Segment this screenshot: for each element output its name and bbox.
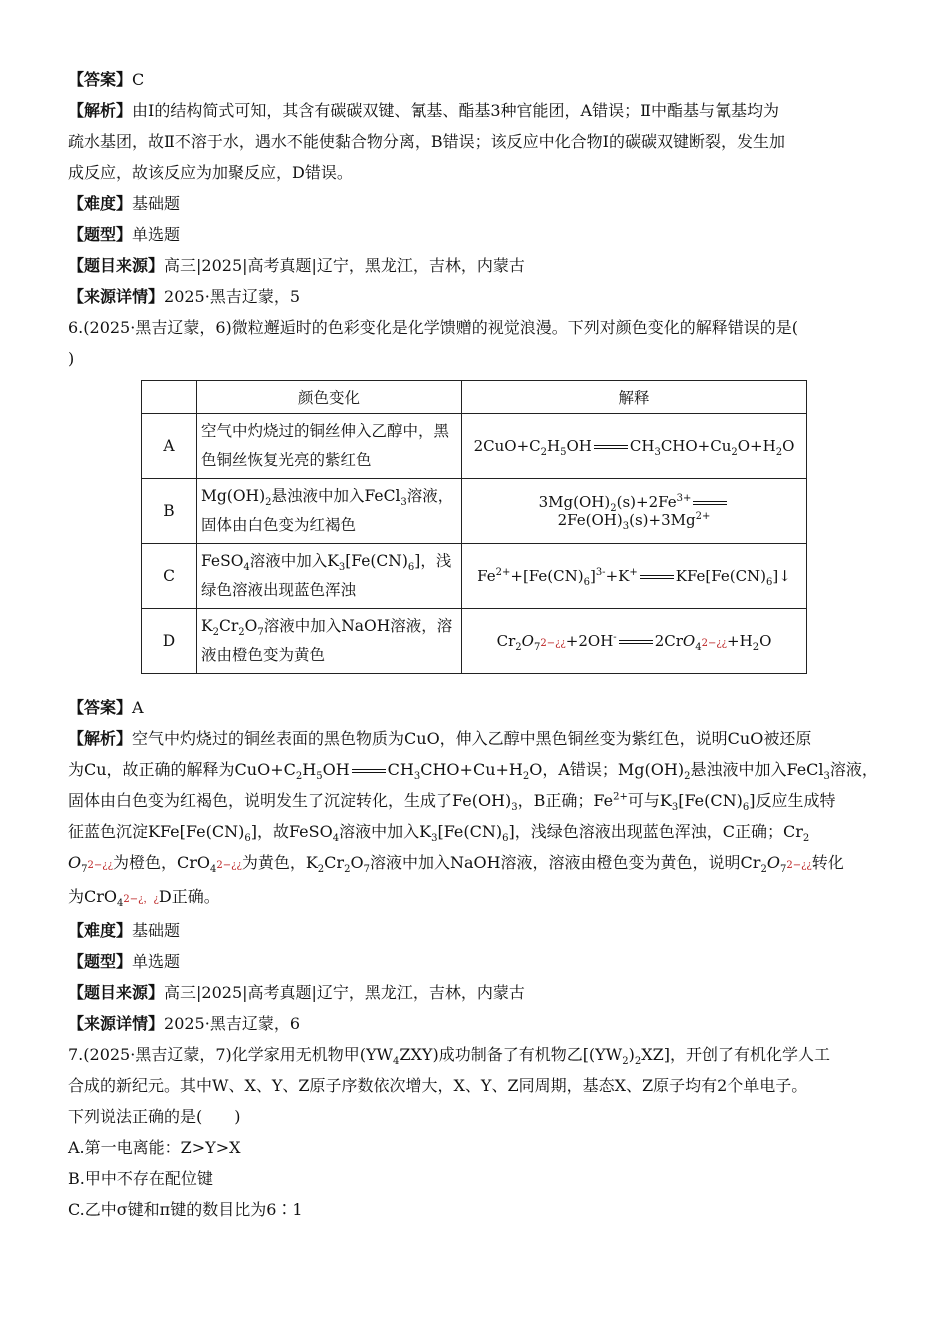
q7-stem-line-2: 合成的新纪元。其中W、X、Y、Z原子序数依次增大，X、Y、Z同周期，基态X、Z原子均有2个单电子。 (68, 1076, 808, 1095)
color-change-text: $K_2Cr_2O_7$溶液中加入NaOH溶液，溶液由橙色变为黄色 (197, 609, 462, 674)
q6-analysis-line-1: 【解析】空气中灼烧过的铜丝表面的黑色物质为CuO，伸入乙醇中黑色铜丝变为紫红色，说明CuO被还原 (68, 729, 812, 748)
table-header-option (142, 381, 197, 414)
table-row (142, 479, 807, 544)
q6-stem-line-1: 6.(2025·黑吉辽蒙，6)微粒邂逅时的色彩变化是化学馈赠的视觉浪漫。下列对颜色变化的解释错误的是( (68, 318, 798, 337)
q6-analysis-line-2: 为Cu，故正确的解释为$CuO+C_2H_5OH$ $CH_3CHO+Cu+H_2O$，A错误；$Mg(OH)_2$悬浊液中加入FeCl$_3$溶液， (68, 760, 878, 783)
q6-source-detail: 【来源详情】2025·黑吉辽蒙，6 (68, 1014, 301, 1033)
table-header-row (142, 381, 807, 414)
option-label: B (142, 479, 197, 544)
color-change-text: FeSO$_4$溶液中加入$K_3[Fe(CN)_6]$，浅绿色溶液出现蓝色浑浊 (197, 544, 462, 609)
q7-stem-line-1: 7.(2025·黑吉辽蒙，7)化学家用无机物甲$(YW_4ZXY)$成功制备了有机物乙$[(YW_2)_2XZ]$，开创了有机化学人工 (68, 1045, 830, 1068)
explanation-equation: $Cr_2O_72-¿¿+2OH^-$ $2CrO_42-¿¿+H_2O$ (462, 609, 807, 674)
q5-difficulty: 【难度】基础题 (68, 194, 181, 213)
option-label: C (142, 544, 197, 609)
q7-option-c: C.乙中σ键和π键的数目比为6∶1 (68, 1200, 303, 1219)
document-page (68, 64, 886, 1225)
q5-source: 【题目来源】高三|2025|高考真题|辽宁，黑龙江，吉林，内蒙古 (68, 256, 525, 275)
table-header-change: 颜色变化 (197, 381, 462, 414)
q5-analysis-line-3: 成反应，故该反应为加聚反应，D错误。 (68, 163, 353, 182)
q6-stem-line-2: ) (68, 349, 75, 368)
q6-type: 【题型】单选题 (68, 952, 181, 971)
q7-option-a: A.第一电离能：Z>Y>X (68, 1138, 241, 1157)
q6-analysis-line-6: 为CrO$_4$2−¿，¿D正确。 (68, 887, 220, 910)
explanation-equation: $Fe^{2+}+[Fe(CN)_6]^{3-}+K^+$ $KFe[Fe(CN)_6]↓$ (462, 544, 807, 609)
q6-analysis-line-3: 固体由白色变为红褐色，说明发生了沉淀转化，生成了$Fe(OH)_3$，B正确；$Fe^{2+}$可与$K_3[Fe(CN)_6]$反应生成特 (68, 791, 836, 814)
q5-source-detail: 【来源详情】2025·黑吉辽蒙，5 (68, 287, 301, 306)
q5-type: 【题型】单选题 (68, 225, 181, 244)
q5-analysis-line-1: 【解析】由Ⅰ的结构简式可知，其含有碳碳双键、氰基、酯基3种官能团，A错误；Ⅱ中酯基与氰基均为 (68, 101, 779, 120)
table-row (142, 544, 807, 609)
q6-source: 【题目来源】高三|2025|高考真题|辽宁，黑龙江，吉林，内蒙古 (68, 983, 525, 1002)
option-label: A (142, 414, 197, 479)
q5-analysis-line-2: 疏水基团，故Ⅱ不溶于水，遇水不能使黏合物分离，B错误；该反应中化合物Ⅰ的碳碳双键断裂，发生加 (68, 132, 785, 151)
q6-answer: 【答案】A (68, 698, 144, 717)
table-header-explanation: 解释 (462, 381, 807, 414)
q5-answer: 【答案】C (68, 70, 145, 89)
q6-analysis-line-4: 征蓝色沉淀$KFe[Fe(CN)_6]$，故FeSO$_4$溶液中加入$K_3[Fe(CN)_6]$，浅绿色溶液出现蓝色浑浊，C正确；$Cr_2$ (68, 822, 810, 845)
table-row (142, 414, 807, 479)
color-change-text: $Mg(OH)_2$悬浊液中加入FeCl$_3$溶液，固体由白色变为红褐色 (197, 479, 462, 544)
explanation-equation: $2CuO+C_2H_5OH$ $CH_3CHO+Cu_2O+H_2O$ (462, 414, 807, 479)
explanation-equation: $3Mg(OH)_2(s)+2Fe^{3+}2Fe(OH)_3(s)+3Mg^{2+}$ (462, 479, 807, 544)
table-row (142, 609, 807, 674)
option-label: D (142, 609, 197, 674)
q7-stem-line-3: 下列说法正确的是( ) (68, 1107, 241, 1126)
q6-analysis-line-5: $O_72-¿¿$为橙色，CrO$_4$2−¿¿为黄色，$K_2Cr_2O_7$溶液中加入NaOH溶液，溶液由橙色变为黄色，说明$Cr_2O_72-¿¿$转化 (68, 853, 844, 876)
color-change-text: 空气中灼烧过的铜丝伸入乙醇中，黑色铜丝恢复光亮的紫红色 (197, 414, 462, 479)
q6-options-table (141, 380, 807, 674)
q6-difficulty: 【难度】基础题 (68, 921, 181, 940)
q7-option-b: B.甲中不存在配位键 (68, 1169, 213, 1188)
